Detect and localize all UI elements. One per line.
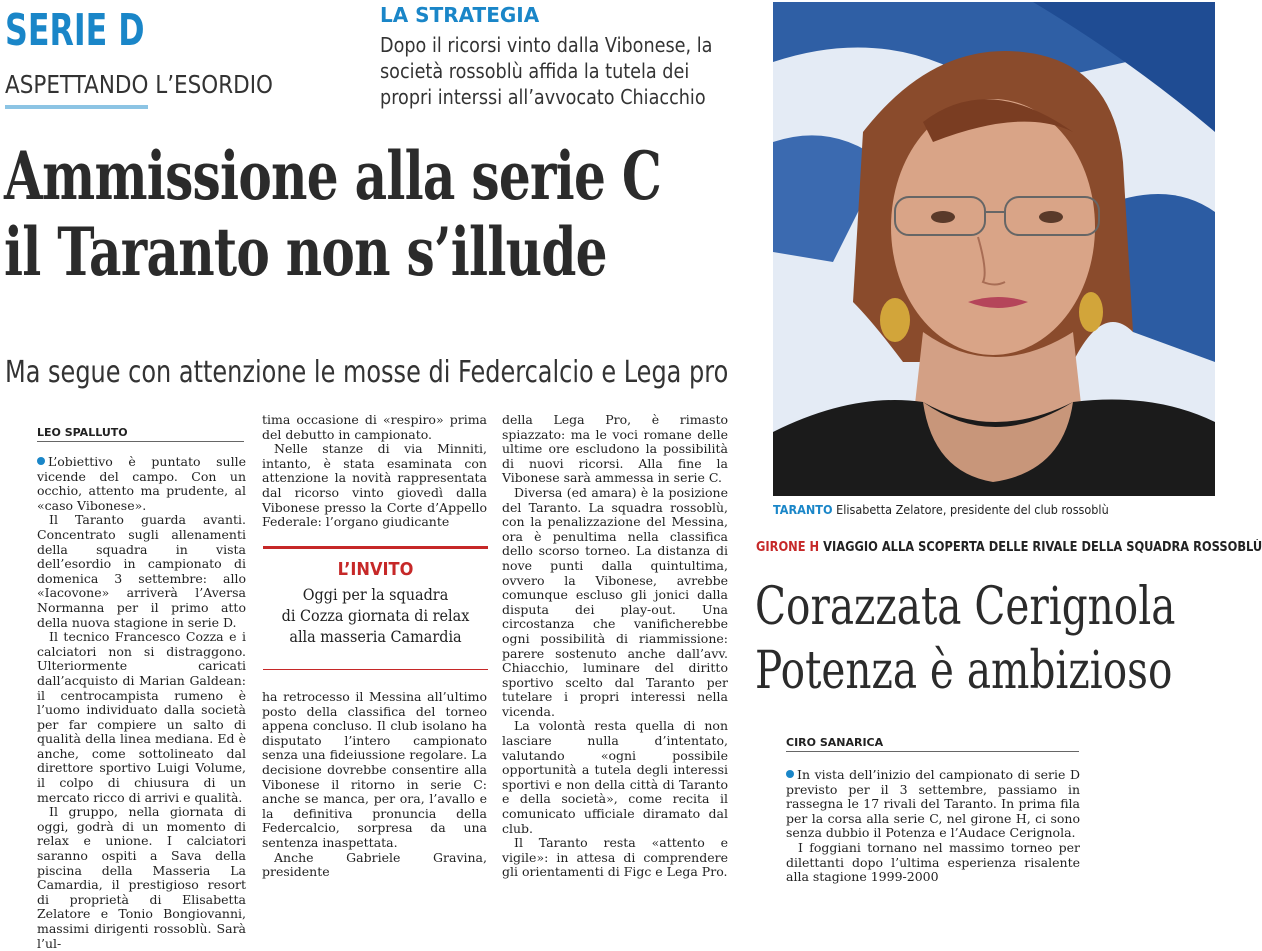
paragraph: La volontà resta quella di non lasciare nulla d’intentato, valutando «ogni possibile opportunità a tutela degli interessi sportivi e non della città di Taranto e della società», come recita il comunicato ufficiale diramato dal club.	[502, 718, 728, 836]
article-column-3	[502, 413, 728, 880]
girone-byline: CIRO SANARICA	[786, 736, 1079, 752]
headline-line: Corazzata Cerignola	[755, 577, 1176, 637]
paragraph: Il Taranto guarda avanti. Concentrato sugli allenamenti della squadra in vista dell’esordio in campionato di domenica 3 settembre: allo «Iacovone» arriverà l’Aversa Normanna per il primo atto della nuova stagione in serie D.	[37, 512, 246, 630]
paragraph: ha retrocesso il Messina all’ultimo posto della classifica del torneo appena concluso. Il club isolano ha disputato l’intero campionato senza una fideiussione regolare. La decisione dovrebbe consentire alla Vibonese il ritorno in serie C: anche se manca, per ora, l’avallo e la definitiva pronuncia della Federcalcio, sorpresa da una sentenza inaspettata.	[262, 689, 487, 850]
main-headline	[4, 138, 661, 290]
invito-line: Oggi per la squadra	[302, 585, 449, 604]
portrait-illustration	[773, 2, 1215, 496]
headline-line: Ammissione alla serie C	[4, 137, 661, 215]
caption-tag: TARANTO	[773, 502, 833, 517]
section-label: SERIE D	[5, 5, 145, 56]
paragraph: tima occasione di «respiro» prima del debutto in campionato.	[262, 412, 487, 442]
article-column-2-bottom	[262, 690, 487, 880]
strategia-text	[380, 32, 758, 110]
paragraph: Il gruppo, nella giornata di oggi, godrà di un momento di relax e unione. I calciatori saranno ospiti a Sava della piscina della Masseria La Camardia, il prestigioso resort di proprietà di Elisabetta Zelatore e Tonio Bongiovanni, massimi dirigenti rossoblù. Sarà l’ul-	[37, 804, 246, 951]
kicker: ASPETTANDO L’ESORDIO	[5, 70, 273, 99]
president-photo	[773, 2, 1215, 496]
paragraph: Il tecnico Francesco Cozza e i calciatori non si distraggono. Ulteriormente caricati dall’acquisto di Marian Galdean: il centrocampista rumeno è l’uomo individuato dalla società per far compiere un salto di qualità della linea mediana. Ed è anche, come sottolineato dal direttore sportivo Luigi Volume, il colpo di chiusura di un mercato ricco di arrivi e qualità.	[37, 629, 246, 805]
girone-tag: GIRONE H	[756, 540, 820, 555]
bullet-dot-icon	[37, 457, 45, 465]
paragraph: In vista dell’inizio del campionato di serie D previsto per il 3 settembre, passiamo in rassegna le 17 rivali del Taranto. In prima fila per la corsa alla serie C, nel girone H, ci sono senza dubbio il Potenza e l’Audace Cerignola.	[786, 767, 1080, 841]
invito-line: di Cozza giornata di relax	[281, 606, 470, 625]
subheadline: Ma segue con attenzione le mosse di Federcalcio e Lega pro	[5, 355, 729, 390]
girone-headline	[755, 575, 1175, 703]
photo-caption	[773, 502, 1109, 517]
strategia-title: LA STRATEGIA	[380, 3, 540, 27]
caption-text: Elisabetta Zelatore, presidente del club rossoblù	[832, 502, 1109, 517]
paragraph: della Lega Pro, è rimasto spiazzato: ma le voci romane delle ultime ore escludono la possibilità di nuovi ricorsi. Alla fine la Vibonese sarà ammessa in serie C.	[502, 412, 728, 486]
girone-body	[786, 767, 1080, 885]
paragraph: Nelle stanze di via Minniti, intanto, è stata esaminata con attenzione la novità rappresentata dal ricorso vinto giovedì dalla Vibonese presso la Corte d’Appello Federale: l’organo giudicante	[262, 441, 487, 530]
headline-line: il Taranto non s’illude	[4, 213, 607, 291]
paragraph: I foggiani tornano nel massimo torneo per dilettanti dopo l’ultima esperienza risalente alla stagione 1999-2000	[786, 839, 1080, 885]
paragraph: L’obiettivo è puntato sulle vicende del campo. Con un occhio, attento ma prudente, al «caso Vibonese».	[37, 454, 246, 513]
strategia-line: propri interssi all’avvocato Chiacchio	[380, 85, 706, 109]
strategia-line: Dopo il ricorsi vinto dalla Vibonese, la	[380, 33, 713, 57]
article-column-1	[37, 455, 246, 951]
byline: LEO SPALLUTO	[37, 426, 244, 442]
strategia-line: società rossoblù affida la tutela dei	[380, 59, 690, 83]
kicker-underline	[5, 105, 148, 109]
girone-kicker	[756, 540, 1262, 555]
invito-line: alla masseria Camardia	[289, 627, 462, 646]
paragraph: Il Taranto resta «attento e vigile»: in attesa di comprendere gli orientamenti di Figc e Lega Pro.	[502, 835, 728, 880]
invito-title: L’INVITO	[337, 559, 414, 580]
invito-box	[263, 546, 488, 670]
paragraph: Anche Gabriele Gravina, presidente	[262, 849, 487, 880]
article-column-2-top	[262, 413, 487, 530]
paragraph: Diversa (ed amara) è la posizione del Taranto. La squadra rossoblù, con la penalizzazione del Messina, ora è penultima nella classifica dello scorso torneo. La distanza di nove punti dalla quintultima, ovvero la Vibonese, avrebbe comunque escluso gli jonici dalla disputa dei play-out. Una circostanza che vanificherebbe ogni possibilità di riammissione: parere sostenuto anche dall’avv. Chiacchio, luminare del diritto sportivo scelto dal Taranto per tutelare i propri interessi nella vicenda.	[502, 484, 728, 719]
girone-title: VIAGGIO ALLA SCOPERTA DELLE RIVALE DELLA SQUADRA ROSSOBLÙ	[819, 540, 1262, 555]
invito-text	[274, 584, 477, 647]
bullet-dot-icon	[786, 770, 794, 778]
headline-line: Potenza è ambizioso	[755, 641, 1173, 701]
